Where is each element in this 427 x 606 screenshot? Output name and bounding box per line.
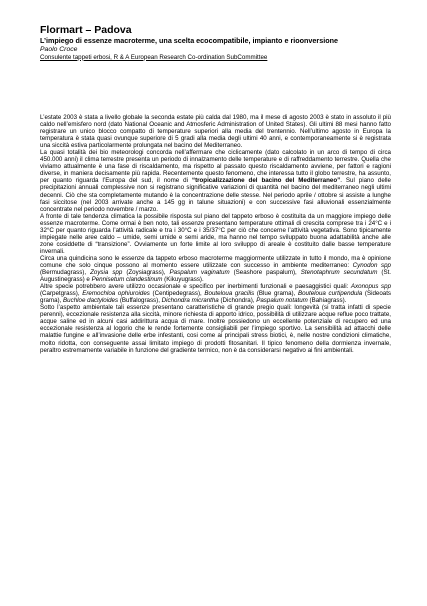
paragraph-text: A fronte di tale tendenza climatica la possibile risposta sul piano del tappeto erboso è costituita da un maggiore impiego delle essenze macroterme. Come ormai è ben noto, tali essenze presentano temperature ottimali di crescita comprese tra i 24°C e i 32°C per quanto riguarda l’attività radicale e tra i 30°C e i 35/37°C per ciò che concerne l’attività vegetativa. Sono tipicamente impiegate nelle aree caldo – umide, semi umide e semi aride, ma hanno nel tempo sviluppato buona adattabilità anche alle zone cosiddette di “transizione”. Ovviamente un forte limite al loro sviluppo di areale è costituito dalle basse temperature invernali. [40, 212, 391, 255]
paragraph [40, 283, 391, 304]
species-name: Stenotaphrum secundatum [300, 269, 378, 277]
paragraph-text: (Sideoats grama), [40, 290, 392, 305]
paragraph-text: . Sul piano delle precipitazioni annuali complessive non si registrano significative variazioni di quantità nel bacino del mediterraneo negli ultimi decenni. Ciò che sta completamente mutando è la concentrazione delle stesse. Nel periodo aprile / ottobre si assiste a lunghe fasi siccitose (nel 2003 arrivate anche a 145 gg in talune situazioni) e con successive fasi alluvionali essenzialmente concentrate nel periodo novembre / marzo. [40, 177, 391, 213]
author-affiliation: Consulente tappeti erbosi, R & A European Research Co-ordination SubCommittee [40, 53, 268, 61]
paragraph-text: (Blue grama), [254, 290, 298, 298]
species-name: Paspalum notatum [256, 297, 308, 305]
paragraph-text: Circa una quindicina sono le essenze da tappeto erboso macroterme maggiormente utilizzate in tutto il mondo, ma è opinione comune che solo cinque possono al momento essere utilizzate con successo in ambiente mediterraneo: [40, 254, 391, 269]
paragraph [40, 255, 391, 283]
paragraph-text: (Bahiagrass). [307, 297, 347, 305]
species-name: Bouteloua curtipendula [297, 290, 363, 298]
species-name: Buchloe dactyloides [63, 297, 119, 305]
article-subtitle: L’impiego di essenze macroterme, una scelta ecocompatibile, impianto e rioonversione [40, 36, 338, 45]
paragraph-text: (Carpetgrass), [40, 290, 83, 298]
paragraph-text: (St. Augustinegrass) e [40, 269, 392, 284]
paragraph [40, 304, 391, 353]
paragraph-text: (Dichondra), [218, 297, 257, 305]
emphasis-text: “tropicalizzazione del bacino del Mediterraneo” [191, 177, 341, 185]
author-name: Paolo Croce [40, 45, 78, 53]
paragraph-text: Altre specie potrebbero avere utilizzo occasionale e specifico per inerbimenti funzionali e paesaggistici quali: [40, 283, 351, 291]
paragraph-text: (Centipedegrass), [149, 290, 205, 298]
species-name: Bouteloua gracilis [204, 290, 255, 298]
article-header [40, 24, 400, 61]
paragraph-text: (Zoysiagrass), [122, 269, 170, 277]
paragraph [40, 114, 391, 149]
paragraph-text: (Buffalograss), [118, 297, 162, 305]
paragraph-text: La quasi totalità dei bio meteorologi concorda nell’affermare che ciclicamente (dato calcolato in un arco di tempo di circa 450.000 anni) il clima terrestre presenta un periodo di innalzamento delle temperature e di raffreddamento terrestre. Quella che viviamo attualmente è una fase di riscaldamento, ma rispetto al passato questo riscaldamento avviene, per fattori e ragioni diverse, in maniera decisamente più rapida. Recentemente questo fenomeno, che interessa tutto il globo terrestre, ha assunto, per quanto riguarda l’Europa del sud, il nome di [40, 149, 391, 185]
species-name: Axonopus spp [350, 283, 392, 291]
species-name: Dichondra micrantha [161, 297, 219, 305]
article-body [40, 114, 391, 354]
paragraph [40, 213, 391, 255]
paragraph-text: L’estate 2003 è stata a livello globale la seconda estate più calda dal 1980, ma il mese di agosto 2003 è stato in assoluto il più caldo nell’emisfero nord (dato National Oceanic and Atmosferic Administration of United States). Gli ultimi 88 mesi hanno fatto registrare un unico blocco compatto di temperature superiori alla media del trentennio. Nell’ultimo agosto in Europa la temperatura è stata quasi ovunque superiore di 5 gradi alla media degli ultimi 40 anni, e contemporaneamente si è registrata una siccità estiva particolarmente prolungata nel bacino del Mediterraneo. [40, 114, 391, 150]
article-title: Flormart – Padova [40, 24, 132, 36]
species-name: Paspalum vaginatum [169, 269, 230, 277]
paragraph-text: (Kikuyugrass). [162, 276, 204, 284]
species-name: Eremochloa ophiuroides [82, 290, 150, 298]
paragraph-text: (Bermudagrass), [40, 269, 91, 277]
paragraph [40, 149, 391, 212]
species-name: Zoysia spp [90, 269, 123, 277]
species-name: Cynodon spp [352, 261, 391, 269]
paragraph-text: (Seashore paspalum), [229, 269, 301, 277]
species-name: Pennisetum clandestinum [91, 276, 163, 284]
paragraph-text: Sotto l’aspetto ambientale tali essenze presentano caratteristiche di grande pregio quali: longevità (si tratta infatti di specie perenni), eccezionale resistenza alla siccità, minore richiesta di apporto idrico, possibilità di utilizzare acque reflue poco trattate, acque saline ed in alcuni casi addirittura acqua di mare. Inoltre possiedono un eccellente potenziale di recupero ed una eccezionale resistenza al logorio che le rende fortemente consigliabili per l’impiego sportivo. La sensibilità ad attacchi delle malattie fungine e all’invasione delle erbe infestanti, cosi come ai principali stress biotici, è, nelle nostre condizioni climatiche, molto ridotta, con conseguente assai limitato impiego di prodotti fitosanitari. Il tipico fenomeno della dormienza invernale, peraltro estremamente variabile in funzione del gradiente termico, non è da considerarsi negativo ai fini ambientali. [40, 304, 391, 354]
